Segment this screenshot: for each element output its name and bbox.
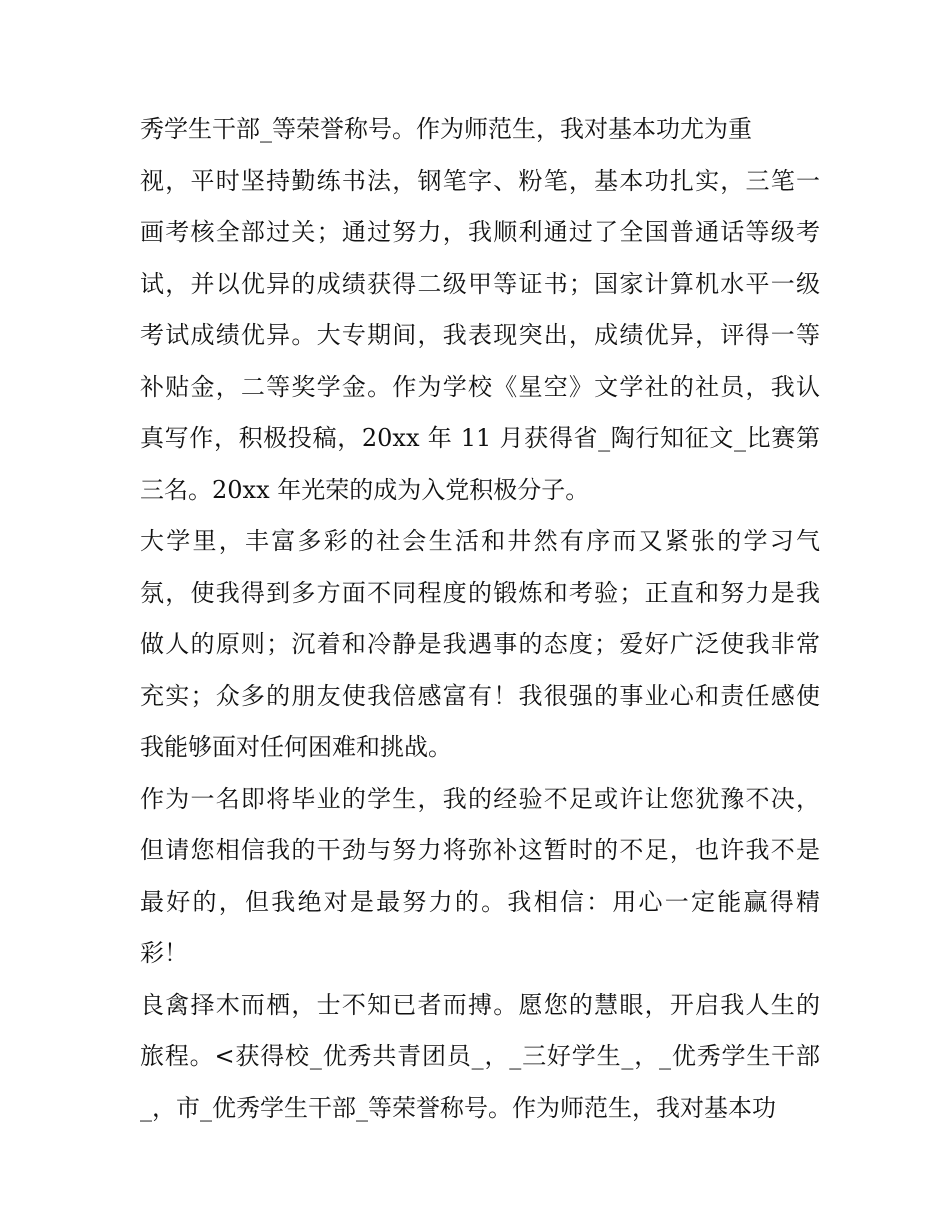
document-body <box>140 104 820 1134</box>
text-line: 秀学生干部_等荣誉称号。作为师范生，我对基本功尤为重 <box>140 115 752 143</box>
text-line: 三名。20xx 年光荣的成为入党积极分子。 <box>140 475 590 504</box>
text-line: 大学里，丰富多彩的社会生活和井然有序而又紧张的学习气 <box>140 527 820 555</box>
text-line: 我能够面对任何困难和挑战。 <box>140 733 452 761</box>
text-line: 补贴金，二等奖学金。作为学校《星空》文学社的社员，我认 <box>140 372 820 401</box>
text-line: 充实；众多的朋友使我倍感富有！我很强的事业心和责任感使 <box>140 681 820 710</box>
text-line: 做人的原则；沉着和冷静是我遇事的态度；爱好广泛使我非常 <box>140 630 820 658</box>
text-line: 彩！ <box>140 939 188 967</box>
text-line: 氛，使我得到多方面不同程度的锻炼和考验；正直和努力是我 <box>140 578 820 607</box>
text-line: 试，并以优异的成绩获得二级甲等证书；国家计算机水平一级 <box>140 269 820 298</box>
text-line: 旅程。<获得校_优秀共青团员_，_三好学生_，_优秀学生干部 <box>140 1042 820 1070</box>
text-line: 视，平时坚持勤练书法，钢笔字、粉笔，基本功扎实，三笔一 <box>140 166 820 195</box>
text-line: 画考核全部过关；通过努力，我顺利通过了全国普通话等级考 <box>140 218 820 246</box>
text-line: 真写作，积极投稿，20xx 年 11 月获得省_陶行知征文_比赛第 <box>140 424 820 452</box>
text-line: 但请您相信我的干劲与努力将弥补这暂时的不足，也许我不是 <box>140 836 820 864</box>
text-line: 考试成绩优异。大专期间，我表现突出，成绩优异，评得一等 <box>140 321 820 349</box>
text-line: 良禽择木而栖，士不知已者而搏。愿您的慧眼，开启我人生的 <box>140 990 820 1019</box>
text-line: 最好的，但我绝对是最努力的。我相信：用心一定能赢得精 <box>140 887 820 916</box>
text-line: 作为一名即将毕业的学生，我的经验不足或许让您犹豫不决， <box>140 784 820 813</box>
text-line: _，市_优秀学生干部_等荣誉称号。作为师范生，我对基本功 <box>140 1093 776 1122</box>
